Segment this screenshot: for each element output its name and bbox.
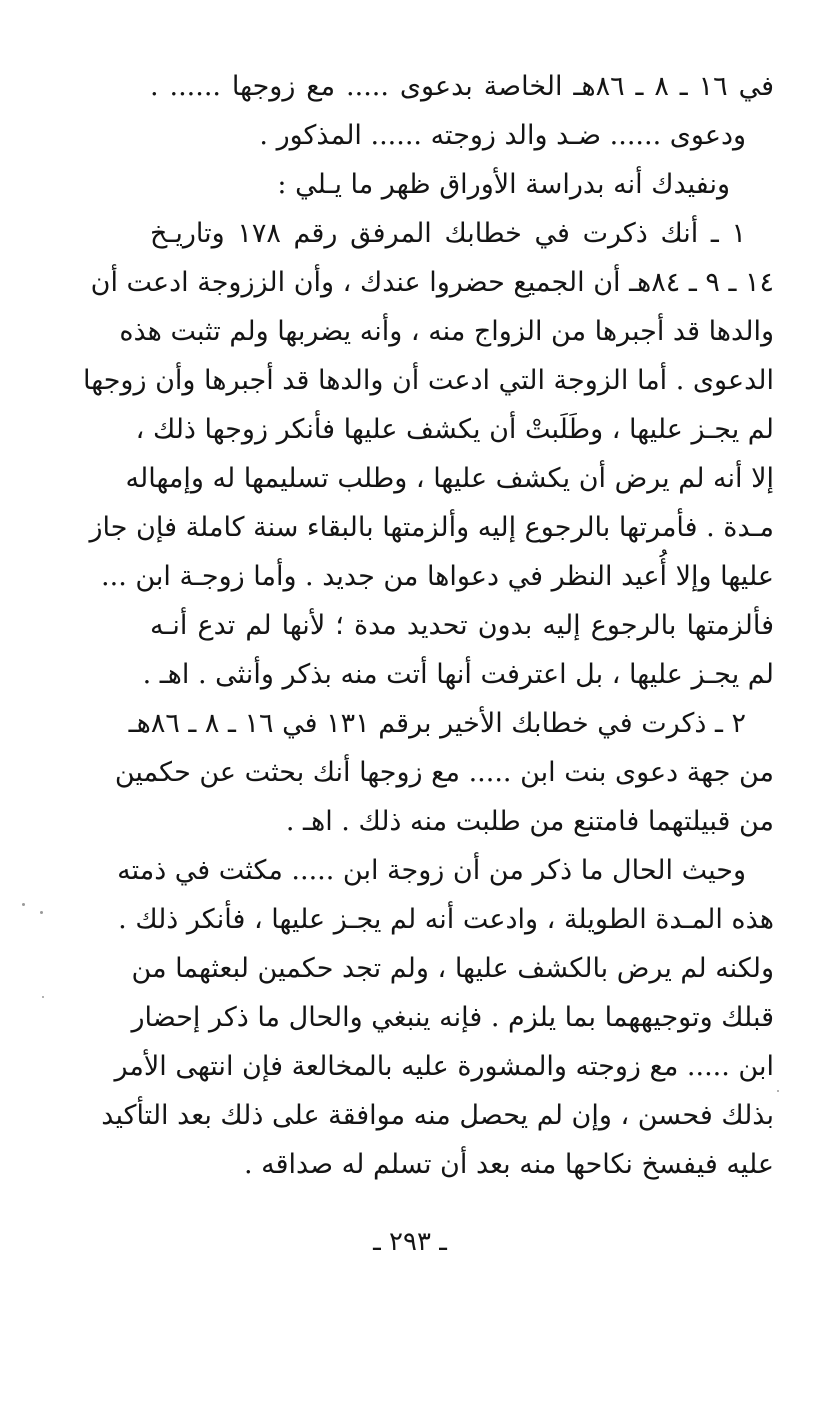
text-line-15: من جهة دعوى بنت ابن ..... مع زوجها أنك بحثت عن حكمين: [114, 757, 774, 788]
text-line-19: ولكنه لم يرض بالكشف عليها ، ولم تجد حكمين لبعثهما من: [131, 953, 774, 984]
scan-speck: [40, 911, 43, 914]
text-line-18: هذه المـدة الطويلة ، وادعت أنه لم يجـز عليها ، فأنكر ذلك .: [118, 904, 774, 935]
text-line-17: وحيث الحال ما ذكر من أن زوجة ابن ..... مكثت في ذمته: [117, 855, 746, 886]
text-line-21: ابن ..... مع زوجته والمشورة عليه بالمخالعة فإن انتهى الأمر: [114, 1051, 774, 1082]
text-line-14: ٢ ـ ذكرت في خطابك الأخير برقم ١٣١ في ١٦ ـ ٨ ـ ٨٦هـ: [128, 708, 746, 739]
text-line-4: ١ ـ أنك ذكرت في خطابك المرفق رقم ١٧٨ وتاريـخ: [150, 218, 746, 249]
scan-speck: [777, 1090, 779, 1092]
text-line-10: مـدة . فأمرتها بالرجوع إليه وألزمتها بالبقاء سنة كاملة فإن جاز: [89, 512, 774, 543]
text-line-20: قبلك وتوجيههما بما يلزم . فإنه ينبغي والحال ما ذكر إحضار: [131, 1002, 774, 1033]
text-line-3: ونفيدك أنه بدراسة الأوراق ظهر ما يـلي :: [277, 169, 730, 200]
text-line-22: بذلك فحسن ، وإن لم يحصل منه موافقة على ذلك بعد التأكيد: [101, 1100, 774, 1131]
text-line-6: والدها قد أجبرها من الزواج منه ، وأنه يضربها ولم تثبت هذه: [119, 316, 774, 347]
text-line-2: ودعوى ...... ضـد والد زوجته ...... المذكور .: [259, 120, 746, 151]
page-number: ـ ٢٩٣ ـ: [373, 1227, 447, 1257]
text-line-11: عليها وإلا أُعيد النظر في دعواها من جديد . وأما زوجـة ابن ...: [101, 561, 774, 592]
text-line-5: ١٤ ـ ٩ ـ ٨٤هـ أن الجميع حضروا عندك ، وأن الززوجة ادعت أن: [90, 267, 774, 298]
text-line-13: لم يجـز عليها ، بل اعترفت أنها أتت منه بذكر وأنثى . اهـ .: [142, 659, 774, 690]
scan-speck: [22, 903, 25, 906]
scan-speck: [42, 996, 44, 998]
document-body: [83, 62, 774, 1189]
text-line-7: الدعوى . أما الزوجة التي ادعت أن والدها قد أجبرها وأن زوجها: [83, 365, 774, 396]
text-line-8: لم يجـز عليها ، وطَلَبتْ أن يكشف عليها فأنكر زوجها ذلك ،: [135, 414, 774, 445]
text-line-23: عليه فيفسخ نكاحها منه بعد أن تسلم له صداقه .: [243, 1149, 774, 1180]
text-line-9: إلا أنه لم يرض أن يكشف عليها ، وطلب تسليمها له وإمهاله: [125, 463, 774, 494]
text-line-12: فألزمتها بالرجوع إليه بدون تحديد مدة ؛ لأنها لم تدع أنـه: [150, 610, 774, 641]
text-line-16: من قبيلتهما فامتنع من طلبت منه ذلك . اهـ .: [285, 806, 774, 837]
text-line-1: في ١٦ ـ ٨ ـ ٨٦هـ الخاصة بدعوى ..... مع زوجها ...... .: [150, 71, 774, 102]
